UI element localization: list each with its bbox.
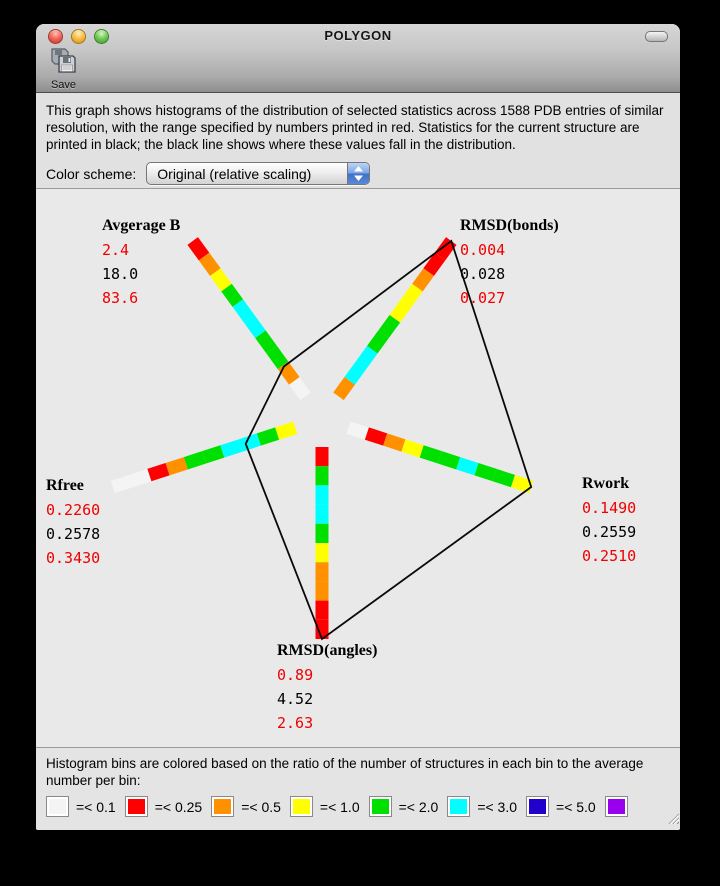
histogram-bin [418,272,429,288]
histogram-bin [259,434,277,440]
legend-swatch [369,796,392,817]
save-button[interactable] [46,46,81,92]
axis-max-value: 2.63 [277,714,314,732]
histogram-bin [361,350,372,366]
axis-block-average-b [102,216,180,310]
window-title: POLYGON [324,27,392,43]
histogram-bin [249,319,260,335]
histogram-bin [367,434,385,440]
histogram-bin [272,350,283,366]
histogram-bin [222,446,240,452]
legend-label: =< 2.0 [398,798,439,815]
axis-label: Avgerage B [102,217,181,234]
toolbar-toggle-button[interactable] [645,31,668,42]
histogram-bin [422,451,440,457]
description-panel [36,93,680,189]
color-scheme-label: Color scheme: [46,165,137,182]
axis-min-value: 2.4 [102,241,130,259]
axis-block-rwork [582,474,636,568]
axis-label: RMSD(bonds) [460,217,559,234]
legend-swatch [46,796,69,817]
axis-current-value: 0.2559 [582,523,637,541]
histogram-bin [429,257,440,273]
histogram-bin [277,428,295,434]
legend-label: =< 0.25 [154,798,203,815]
legend-item [290,796,360,817]
histogram-bin [350,365,361,381]
title-bar[interactable] [36,24,680,46]
window-chrome [36,24,680,93]
histogram-bin [186,457,204,463]
axis-block-rmsd-angles [277,641,377,735]
close-button[interactable] [48,29,63,44]
legend-swatch [447,796,470,817]
legend-swatch [125,796,148,817]
histogram-bin [294,381,305,397]
histogram-bin [385,440,403,446]
histogram-bin [477,469,495,475]
histogram-bin [241,440,259,446]
description-text: This graph shows histograms of the distribution of selected statistics across 1588 PDB entries of similar resolution, with the range specified by numbers printed in red. Statistics for the current structure are printed in black; the black line shows where these values fall in the distribution. [46,103,664,152]
axis-max-value: 0.027 [460,289,506,307]
histogram-bin [349,428,367,434]
legend-swatch [211,796,234,817]
save-button-label: Save [50,79,77,91]
legend-label: =< 1.0 [319,798,360,815]
axis-current-value: 4.52 [277,690,314,708]
legend-label: =< 5.0 [556,798,596,815]
histogram-bin [513,481,531,487]
histogram-bin [193,241,204,257]
axis-block-rfree [46,476,100,570]
histogram-bin [395,303,406,319]
histogram-bin [149,469,167,475]
histogram-bin [227,288,238,304]
popup-arrows-icon [347,163,369,184]
legend-swatch [290,796,313,817]
zoom-button[interactable] [94,29,109,44]
axis-min-value: 0.1490 [582,499,637,517]
histogram-bin [372,334,383,350]
axis-current-value: 0.028 [460,265,506,283]
axis-min-value: 0.89 [277,666,314,684]
axis-block-rmsd-bonds [460,216,559,310]
legend-item [211,796,281,817]
axis-min-value: 0.2260 [46,501,101,519]
legend-label: =< 3.0 [477,798,518,815]
histogram-bin [384,319,395,335]
histogram-bin [238,303,249,319]
histogram-bin [113,481,131,487]
minimize-button[interactable] [71,29,86,44]
axis-max-value: 0.3430 [46,549,101,567]
histogram-bin [215,272,226,288]
histogram-bin [204,257,215,273]
legend-item [46,796,116,817]
histogram-bin [495,475,513,481]
axis-label: RMSD(angles) [277,642,378,659]
color-scheme-select[interactable] [146,162,370,185]
histogram-bin [260,334,271,350]
legend-item [526,796,596,817]
legend-item [369,796,439,817]
legend-swatch [526,796,549,817]
legend-description-text: Histogram bins are colored based on the ratio of the number of structures in each bin to the average number per bin: [46,756,644,788]
axis-current-value: 18.0 [102,265,139,283]
histogram-bin [204,451,222,457]
legend-item [125,796,203,817]
histogram-bin [283,365,294,381]
axis-max-value: 0.2510 [582,547,637,565]
histogram-bin [458,463,476,469]
legend [46,796,670,817]
axis-current-value: 0.2578 [46,525,101,543]
legend-swatch [605,796,628,817]
legend-item [605,796,628,817]
histogram-bin [131,475,149,481]
histogram-bin [406,288,417,304]
legend-item [447,796,517,817]
legend-label: =< 0.5 [241,798,281,815]
histogram-bin [440,457,458,463]
histogram-bin [168,463,186,469]
axis-label: Rfree [46,477,84,494]
traffic-lights [48,29,109,44]
legend-panel [36,748,680,830]
axis-max-value: 83.6 [102,289,139,307]
legend-label: =< 0.1 [76,798,116,815]
axis-label: Rwork [582,475,630,492]
axis-min-value: 0.004 [460,241,506,259]
histogram-bin [403,446,421,452]
toolbar [36,46,680,92]
save-floppy-icon [50,47,77,79]
color-scheme-value: Original (relative scaling) [157,165,312,182]
histogram-bin [339,381,350,397]
polygon-window [36,24,680,830]
plot-panel [36,190,680,748]
resize-grip[interactable] [666,811,679,829]
